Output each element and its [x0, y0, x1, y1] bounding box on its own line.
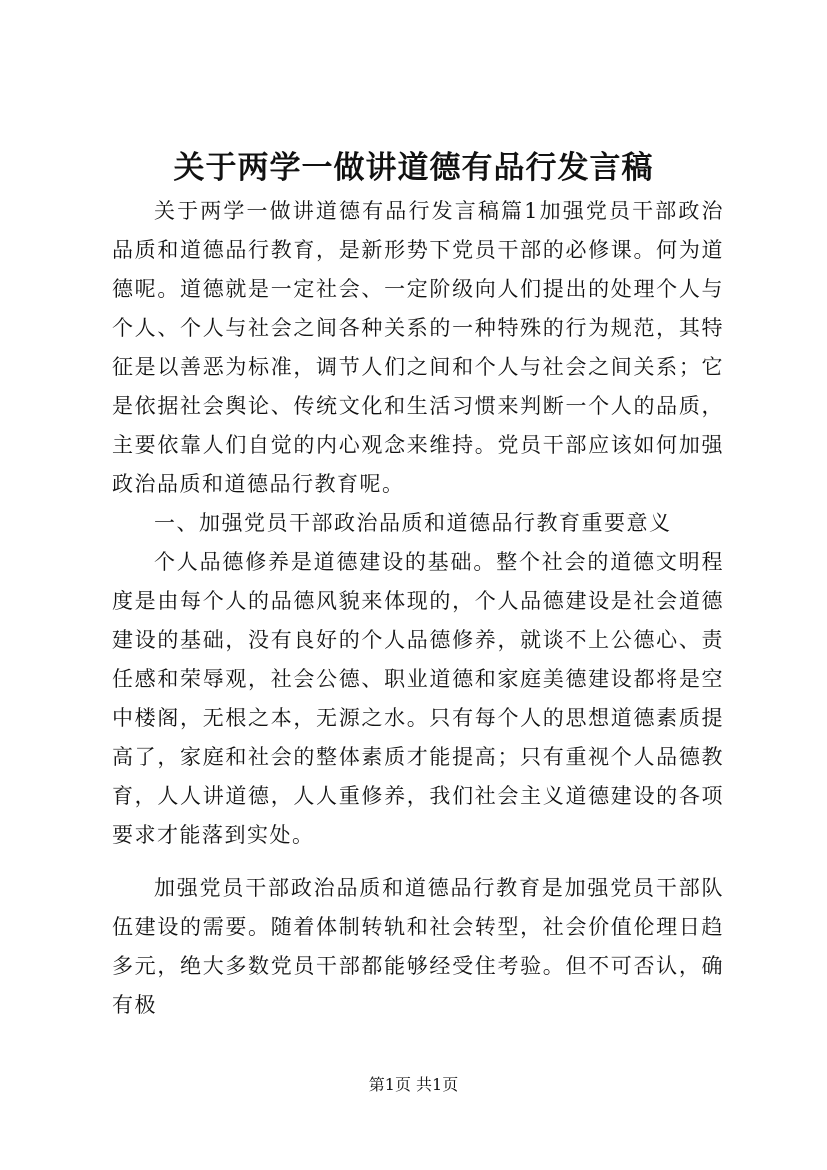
body-paragraph-intro: 关于两学一做讲道德有品行发言稿篇1加强党员干部政治品质和道德品行教育，是新形势下党员干部的必修课。何为道德呢。道德就是一定社会、一定阶级向人们提出的处理个人与个人、个人与社会之间各种关系的一种特殊的行为规范，其特征是以善恶为标准，调节人们之间和个人与社会之间关系；它是依据社会舆论、传统文化和生活习惯来判断一个人的品质，主要依靠人们自觉的内心观念来维持。党员干部应该如何加强政治品质和道德品行教育呢。 [112, 199, 724, 496]
document-title: 关于两学一做讲道德有品行发言稿 [173, 150, 654, 186]
body-paragraph-personal-morality: 个人品德修养是道德建设的基础。整个社会的道德文明程度是由每个人的品德风貌来体现的，个人品德建设是社会道德建设的基础，没有良好的个人品德修养，就谈不上公德心、责任感和荣辱观，社会公德、职业道德和家庭美德建设都将是空中楼阁，无根之本，无源之水。只有每个人的思想道德素质提高了，家庭和社会的整体素质才能提高；只有重视个人品德教育，人人讲道德，人人重修养，我们社会主义道德建设的各项要求才能落到实处。 [112, 550, 724, 847]
body-paragraph-team-building: 加强党员干部政治品质和道德品行教育是加强党员干部队伍建设的需要。随着体制转轨和社会转型，社会价值伦理日趋多元，绝大多数党员干部都能够经受住考验。但不可否认，确有极 [112, 876, 724, 1017]
page-footer: 第1页 共1页 [368, 1075, 459, 1094]
document-body [112, 192, 724, 1025]
section-heading: 一、加强党员干部政治品质和道德品行教育重要意义 [154, 511, 672, 535]
